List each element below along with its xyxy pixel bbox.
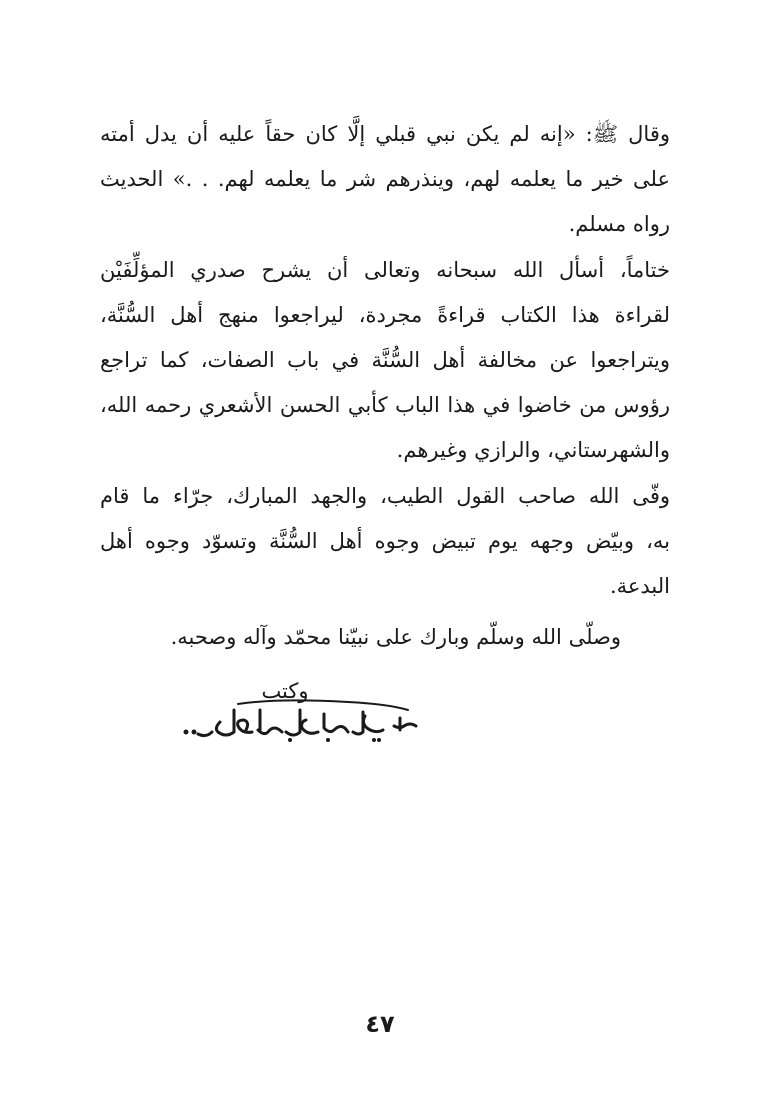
page-number: ٤٧ — [365, 1010, 395, 1038]
text-line: رواه مسلم. — [568, 212, 670, 236]
text-line: به، وبيّض وجهه يوم تبيض وجوه أهل السُّنَّة وتسوّد وجوه أهل — [100, 529, 670, 553]
text-line: وفّى الله صاحب القول الطيب، والجهد المبارك، جرّاء ما قام — [100, 484, 670, 508]
text-line: رؤوس من خاضوا في هذا الباب كأبي الحسن الأشعري رحمه الله، — [100, 393, 670, 417]
text-line: وقال ﷺ: «إنه لم يكن نبي قبلي إلَّا كان حقاً عليه أن يدل أمته — [100, 122, 670, 146]
written-by-label: وكتب — [261, 679, 309, 703]
paragraph-prayer — [100, 474, 670, 609]
text-line: ويتراجعوا عن مخالفة أهل السُّنَّة في باب الصفات، كما تراجع — [100, 348, 670, 372]
paragraph-closing — [100, 248, 670, 473]
text-line: البدعة. — [609, 574, 670, 598]
text-line: وصلّى الله وسلّم وبارك على نبيّنا محمّد وآله وصحبه. — [170, 625, 621, 649]
signature-image — [178, 696, 428, 746]
paragraph-salutation — [171, 615, 621, 660]
text-line: والشهرستاني، والرازي وغيرهم. — [396, 438, 670, 462]
text-line: ختاماً، أسأل الله سبحانه وتعالى أن يشرح صدري المؤلِّفَيْن — [100, 258, 670, 282]
author-signature — [178, 696, 428, 746]
text-line: على خير ما يعلمه لهم، وينذرهم شر ما يعلمه لهم. . .» الحديث — [100, 167, 670, 191]
paragraph-hadith — [100, 112, 670, 247]
text-line: لقراءة هذا الكتاب قراءةً مجردة، ليراجعوا منهج أهل السُّنَّة، — [100, 303, 670, 327]
